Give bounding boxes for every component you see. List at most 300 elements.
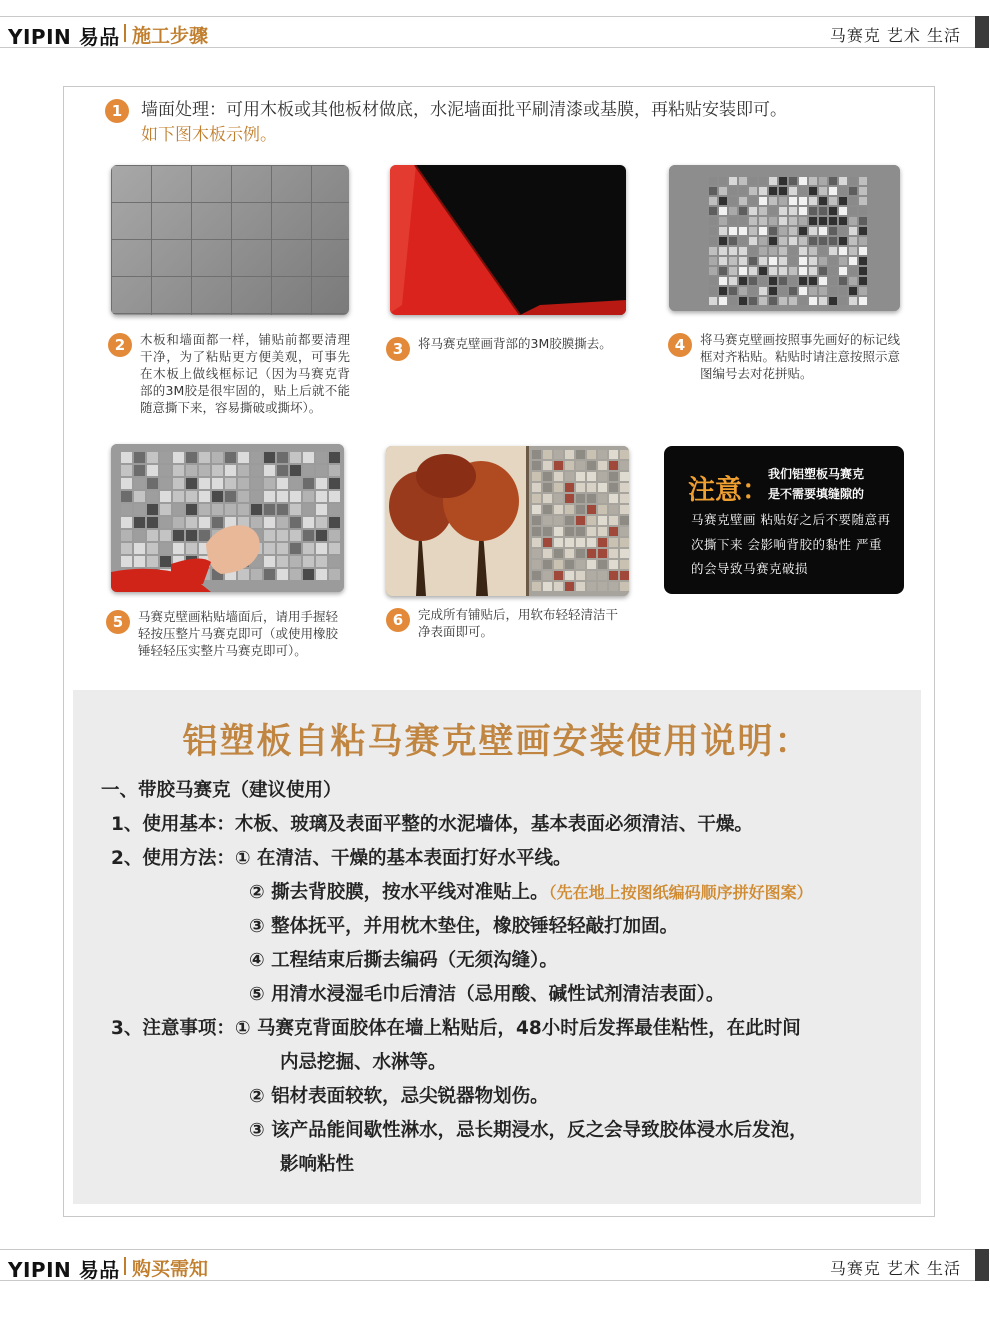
mosaic-tile xyxy=(829,177,837,185)
mosaic-tile xyxy=(565,582,574,591)
mosaic-tile xyxy=(859,177,867,185)
mosaic-tile xyxy=(719,187,727,195)
mosaic-tile xyxy=(565,472,574,481)
mosaic-tile xyxy=(186,543,197,554)
mosaic-tile xyxy=(212,478,223,489)
mosaic-tile xyxy=(839,287,847,295)
mosaic-tile xyxy=(147,452,158,463)
mosaic-tile xyxy=(719,287,727,295)
mosaic-tile xyxy=(598,560,607,569)
mosaic-tile xyxy=(789,177,797,185)
mosaic-tile xyxy=(532,483,541,492)
mosaic-tile xyxy=(829,197,837,205)
mosaic-tile xyxy=(554,538,563,547)
step-3-text: 将马赛克壁画背部的3M胶膜撕去。 xyxy=(418,336,612,351)
mosaic-tile xyxy=(759,297,767,305)
mosaic-tile xyxy=(769,227,777,235)
mosaic-tile xyxy=(554,494,563,503)
mosaic-tile xyxy=(829,237,837,245)
mosaic-tile xyxy=(576,516,585,525)
mosaic-tile xyxy=(709,227,717,235)
mosaic-tile xyxy=(554,472,563,481)
mosaic-tile xyxy=(121,530,132,541)
mosaic-tile xyxy=(799,277,807,285)
mosaic-tile xyxy=(779,187,787,195)
mosaic-tile xyxy=(839,297,847,305)
mosaic-tile xyxy=(739,237,747,245)
mosaic-tile xyxy=(303,504,314,515)
mosaic-tile xyxy=(225,504,236,515)
mosaic-tile xyxy=(849,287,857,295)
mosaic-tile xyxy=(739,227,747,235)
mosaic-tile xyxy=(264,543,275,554)
mosaic-tile xyxy=(789,237,797,245)
mosaic-tile xyxy=(251,465,262,476)
mosaic-tile xyxy=(849,207,857,215)
mosaic-tile xyxy=(598,494,607,503)
mosaic-tile xyxy=(829,257,837,265)
mosaic-tile xyxy=(532,505,541,514)
mosaic-tile xyxy=(543,527,552,536)
notice-box xyxy=(664,446,904,594)
mosaic-tile xyxy=(186,530,197,541)
mosaic-tile xyxy=(329,504,340,515)
mosaic-tile xyxy=(264,530,275,541)
mosaic-tile xyxy=(759,197,767,205)
mosaic-tile xyxy=(779,237,787,245)
mosaic-tile xyxy=(799,227,807,235)
mosaic-tile xyxy=(809,207,817,215)
mosaic-tile xyxy=(819,207,827,215)
step-1-note: 如下图木板示例。 xyxy=(141,125,277,145)
mosaic-tile xyxy=(859,207,867,215)
mosaic-tile xyxy=(303,465,314,476)
mosaic-tile xyxy=(329,530,340,541)
mosaic-tile xyxy=(147,530,158,541)
notice-heading: 注意： xyxy=(688,475,769,506)
mosaic-tile xyxy=(212,465,223,476)
mosaic-tile xyxy=(251,452,262,463)
mosaic-tile xyxy=(277,478,288,489)
step-1-text: 墙面处理：可用木板或其他板材做底，水泥墙面批平刷清漆或基膜，再粘贴安装即可。 xyxy=(141,100,787,120)
mosaic-tile xyxy=(598,582,607,591)
mosaic-tile xyxy=(620,505,629,514)
mosaic-tile xyxy=(729,257,737,265)
mosaic-tile xyxy=(134,543,145,554)
step-number-badge: 1 xyxy=(105,99,129,123)
mosaic-tile xyxy=(587,450,596,459)
mosaic-tile xyxy=(829,287,837,295)
mosaic-tile xyxy=(609,516,618,525)
mosaic-tile xyxy=(134,465,145,476)
mosaic-tile xyxy=(543,505,552,514)
mosaic-tile xyxy=(199,491,210,502)
mosaic-tile xyxy=(769,277,777,285)
mosaic-tile xyxy=(729,207,737,215)
mosaic-tile xyxy=(849,197,857,205)
mosaic-tile xyxy=(839,227,847,235)
mosaic-tile xyxy=(173,543,184,554)
mosaic-tile xyxy=(859,217,867,225)
mosaic-tile xyxy=(565,516,574,525)
mosaic-tile xyxy=(316,478,327,489)
mosaic-tile xyxy=(859,297,867,305)
mosaic-tile xyxy=(587,472,596,481)
mosaic-tile xyxy=(147,491,158,502)
mosaic-tile xyxy=(809,177,817,185)
mosaic-tile xyxy=(173,478,184,489)
mosaic-tile xyxy=(719,277,727,285)
instruction-line: ③ 整体抚平，并用枕木垫住，橡胶锤轻轻敲打加固。 xyxy=(249,916,679,937)
mosaic-tile xyxy=(532,571,541,580)
mosaic-tile xyxy=(849,227,857,235)
mosaic-tile xyxy=(620,461,629,470)
mosaic-tile xyxy=(749,277,757,285)
mosaic-tile xyxy=(134,452,145,463)
mosaic-tile xyxy=(238,478,249,489)
mosaic-tile xyxy=(199,465,210,476)
mosaic-tile xyxy=(769,237,777,245)
mosaic-tile xyxy=(264,517,275,528)
press-mosaic-photo xyxy=(111,444,344,592)
mosaic-tile xyxy=(565,549,574,558)
mosaic-tile xyxy=(819,217,827,225)
mosaic-tile xyxy=(620,516,629,525)
mosaic-tile xyxy=(199,478,210,489)
finished-mural-photo xyxy=(386,446,629,596)
mosaic-tile xyxy=(532,472,541,481)
mosaic-tile xyxy=(121,465,132,476)
instruction-line: ③ 该产品能间歇性淋水，忌长期浸水，反之会导致胶体浸水后发泡， xyxy=(249,1120,808,1141)
mosaic-tile xyxy=(719,197,727,205)
mosaic-tile xyxy=(749,267,757,275)
mosaic-tile xyxy=(609,571,618,580)
mosaic-tile xyxy=(809,297,817,305)
mosaic-tile xyxy=(809,237,817,245)
mosaic-tile xyxy=(799,217,807,225)
mosaic-tile xyxy=(532,560,541,569)
mosaic-tile xyxy=(264,465,275,476)
mosaic-tile xyxy=(186,504,197,515)
mosaic-tile xyxy=(316,517,327,528)
mosaic-tile xyxy=(554,505,563,514)
mosaic-tile xyxy=(759,177,767,185)
accent-block xyxy=(975,16,989,48)
mosaic-tile xyxy=(839,217,847,225)
mosaic-tile xyxy=(829,267,837,275)
mosaic-tile xyxy=(799,187,807,195)
mosaic-tile xyxy=(739,187,747,195)
mosaic-tile xyxy=(789,267,797,275)
mosaic-tile xyxy=(225,452,236,463)
mosaic-tile xyxy=(779,287,787,295)
mosaic-tile xyxy=(609,450,618,459)
mosaic-tile xyxy=(134,517,145,528)
mosaic-tile xyxy=(121,491,132,502)
mosaic-tile xyxy=(134,504,145,515)
mosaic-tile xyxy=(238,504,249,515)
mosaic-tile xyxy=(598,538,607,547)
mosaic-tile xyxy=(769,177,777,185)
mosaic-tile xyxy=(709,247,717,255)
mosaic-tile xyxy=(290,569,301,580)
mosaic-tile xyxy=(709,287,717,295)
mosaic-tile xyxy=(277,504,288,515)
step-number-badge: 5 xyxy=(106,610,130,634)
mosaic-tile xyxy=(839,257,847,265)
mosaic-tile xyxy=(173,465,184,476)
mosaic-tile xyxy=(849,237,857,245)
mosaic-tile xyxy=(819,267,827,275)
wood-board-photo xyxy=(111,165,349,315)
mosaic-tile xyxy=(290,504,301,515)
mosaic-tile xyxy=(565,494,574,503)
mosaic-tile xyxy=(769,247,777,255)
mosaic-tile xyxy=(238,452,249,463)
mosaic-tile xyxy=(329,556,340,567)
mosaic-tile xyxy=(598,483,607,492)
mosaic-tile xyxy=(859,257,867,265)
mosaic-tile xyxy=(779,257,787,265)
installation-instructions xyxy=(73,690,921,1204)
step-number-badge: 2 xyxy=(108,333,132,357)
mosaic-tile xyxy=(819,297,827,305)
mosaic-tile xyxy=(565,483,574,492)
instruction-line: ② 铝材表面较软，忌尖锐器物划伤。 xyxy=(249,1086,549,1107)
mosaic-tile xyxy=(199,530,210,541)
mosaic-tile xyxy=(779,297,787,305)
mosaic-tile xyxy=(789,227,797,235)
mosaic-tile xyxy=(554,571,563,580)
accent-block xyxy=(975,1249,989,1281)
mosaic-tile xyxy=(587,560,596,569)
mosaic-alignment-photo xyxy=(669,165,900,311)
mosaic-tile xyxy=(238,491,249,502)
tagline: 马赛克 艺术 生活 xyxy=(829,1259,961,1278)
mosaic-tile xyxy=(543,450,552,459)
mosaic-tile xyxy=(576,494,585,503)
mosaic-tile xyxy=(739,297,747,305)
mosaic-tile xyxy=(251,517,262,528)
mosaic-tile xyxy=(609,527,618,536)
mosaic-tile xyxy=(719,237,727,245)
mosaic-tile xyxy=(264,491,275,502)
mosaic-tile xyxy=(277,543,288,554)
mosaic-tile xyxy=(543,571,552,580)
mosaic-tile xyxy=(565,571,574,580)
mosaic-tile xyxy=(719,297,727,305)
mosaic-tile xyxy=(620,494,629,503)
mosaic-tile xyxy=(587,582,596,591)
mosaic-tile xyxy=(609,549,618,558)
mosaic-tile xyxy=(134,478,145,489)
mosaic-tile xyxy=(587,505,596,514)
mosaic-tile xyxy=(719,207,727,215)
mosaic-tile xyxy=(277,569,288,580)
mosaic-tile xyxy=(160,465,171,476)
mosaic-tile xyxy=(290,465,301,476)
mosaic-tile xyxy=(819,187,827,195)
mosaic-tile xyxy=(709,207,717,215)
mosaic-tile xyxy=(709,267,717,275)
mosaic-tile xyxy=(160,491,171,502)
mosaic-tile xyxy=(620,450,629,459)
mosaic-tile xyxy=(225,491,236,502)
mosaic-tile xyxy=(186,517,197,528)
mosaic-tile xyxy=(303,478,314,489)
mosaic-tile xyxy=(532,450,541,459)
mosaic-tile xyxy=(809,287,817,295)
mosaic-tile xyxy=(121,478,132,489)
mosaic-tile xyxy=(609,560,618,569)
mosaic-tile xyxy=(554,549,563,558)
mosaic-tile xyxy=(329,517,340,528)
mosaic-tile xyxy=(819,277,827,285)
instruction-line: 1、使用基本：木板、玻璃及表面平整的水泥墙体，基本表面必须清洁、干燥。 xyxy=(111,814,753,835)
divider xyxy=(124,1257,126,1275)
mosaic-tile xyxy=(779,207,787,215)
mosaic-tile xyxy=(759,237,767,245)
mosaic-tile xyxy=(264,452,275,463)
step-number-badge: 6 xyxy=(386,608,410,632)
mosaic-tile xyxy=(799,177,807,185)
mosaic-tile xyxy=(709,177,717,185)
mosaic-tile xyxy=(829,247,837,255)
mosaic-tile xyxy=(329,569,340,580)
mosaic-tile xyxy=(543,483,552,492)
mosaic-tile xyxy=(238,465,249,476)
mosaic-tile xyxy=(290,491,301,502)
instruction-line: 影响粘性 xyxy=(280,1154,355,1175)
mosaic-tile xyxy=(849,277,857,285)
mosaic-tile xyxy=(620,571,629,580)
mosaic-tile xyxy=(576,461,585,470)
mosaic-tile xyxy=(809,277,817,285)
mosaic-tile xyxy=(543,516,552,525)
brand-logo: YIPIN 易品 xyxy=(8,1258,120,1282)
mosaic-tile xyxy=(532,516,541,525)
mosaic-tile xyxy=(543,494,552,503)
mosaic-tile xyxy=(709,217,717,225)
mosaic-tile xyxy=(303,543,314,554)
mosaic-tile xyxy=(759,227,767,235)
mosaic-tile xyxy=(565,538,574,547)
mosaic-tile xyxy=(809,217,817,225)
mosaic-tile xyxy=(212,504,223,515)
mosaic-tile xyxy=(134,556,145,567)
mosaic-tile xyxy=(789,297,797,305)
mosaic-tile xyxy=(799,267,807,275)
mosaic-tile xyxy=(264,504,275,515)
mosaic-tile xyxy=(719,267,727,275)
mosaic-tile xyxy=(769,287,777,295)
mosaic-tile xyxy=(565,527,574,536)
mosaic-tile xyxy=(251,504,262,515)
mosaic-tile xyxy=(598,450,607,459)
mosaic-tile xyxy=(160,452,171,463)
mosaic-tile xyxy=(749,177,757,185)
mosaic-tile xyxy=(554,527,563,536)
mosaic-tile xyxy=(719,217,727,225)
mosaic-tile xyxy=(598,571,607,580)
mosaic-tile xyxy=(316,543,327,554)
notice-body: 马赛克壁画 粘贴好之后不要随意再次撕下来 会影响背胶的黏性 严重的会导致马赛克破损 xyxy=(691,512,891,576)
mosaic-tile xyxy=(587,516,596,525)
mosaic-tile xyxy=(620,582,629,591)
mosaic-tile xyxy=(819,227,827,235)
mosaic-tile xyxy=(251,478,262,489)
mosaic-tile xyxy=(576,538,585,547)
mosaic-tile xyxy=(121,517,132,528)
instruction-line: ④ 工程结束后撕去编码（无须沟缝）。 xyxy=(249,950,558,971)
mosaic-tile xyxy=(749,207,757,215)
mosaic-tile xyxy=(859,227,867,235)
mosaic-tile xyxy=(251,569,262,580)
mosaic-tile xyxy=(587,483,596,492)
mosaic-tile xyxy=(709,257,717,265)
mosaic-tile xyxy=(620,472,629,481)
mosaic-tile xyxy=(264,556,275,567)
mosaic-tile xyxy=(186,478,197,489)
mosaic-tile xyxy=(554,450,563,459)
mosaic-tile xyxy=(532,461,541,470)
mosaic-tile xyxy=(779,177,787,185)
mosaic-tile xyxy=(709,297,717,305)
mosaic-tile xyxy=(290,543,301,554)
mosaic-tile xyxy=(809,247,817,255)
mosaic-tile xyxy=(316,504,327,515)
mosaic-tile xyxy=(316,452,327,463)
mosaic-tile xyxy=(212,452,223,463)
mosaic-tile xyxy=(212,491,223,502)
mosaic-tile xyxy=(609,483,618,492)
mosaic-tile xyxy=(759,277,767,285)
mosaic-tile xyxy=(134,530,145,541)
mosaic-tile xyxy=(789,287,797,295)
mosaic-tile xyxy=(225,478,236,489)
mosaic-tile xyxy=(543,461,552,470)
mosaic-tile xyxy=(290,530,301,541)
notice-subheading xyxy=(768,464,898,504)
mosaic-tile xyxy=(587,494,596,503)
mosaic-tile xyxy=(739,217,747,225)
mosaic-tile xyxy=(819,287,827,295)
mosaic-tile xyxy=(543,582,552,591)
mosaic-tile xyxy=(532,582,541,591)
mosaic-tile xyxy=(565,450,574,459)
mosaic-tile xyxy=(329,452,340,463)
instruction-line: 一、带胶马赛克（建议使用） xyxy=(101,780,342,801)
mosaic-tile xyxy=(839,197,847,205)
mosaic-tile xyxy=(849,297,857,305)
mosaic-tile xyxy=(576,450,585,459)
instruction-line xyxy=(249,878,813,904)
instruction-line: 3、注意事项：① 马赛克背面胶体在墙上粘贴后，48小时后发挥最佳粘性，在此时间 xyxy=(111,1018,801,1039)
mosaic-tile xyxy=(719,227,727,235)
mosaic-tile xyxy=(277,452,288,463)
mosaic-tile xyxy=(729,247,737,255)
mosaic-tile xyxy=(587,571,596,580)
mosaic-tile xyxy=(620,549,629,558)
mosaic-tile xyxy=(620,560,629,569)
mosaic-tile xyxy=(729,217,737,225)
mosaic-tile xyxy=(199,517,210,528)
mosaic-tile xyxy=(186,465,197,476)
mosaic-tile xyxy=(212,517,223,528)
mosaic-tile xyxy=(290,452,301,463)
mosaic-tile xyxy=(576,571,585,580)
mosaic-tile xyxy=(789,257,797,265)
